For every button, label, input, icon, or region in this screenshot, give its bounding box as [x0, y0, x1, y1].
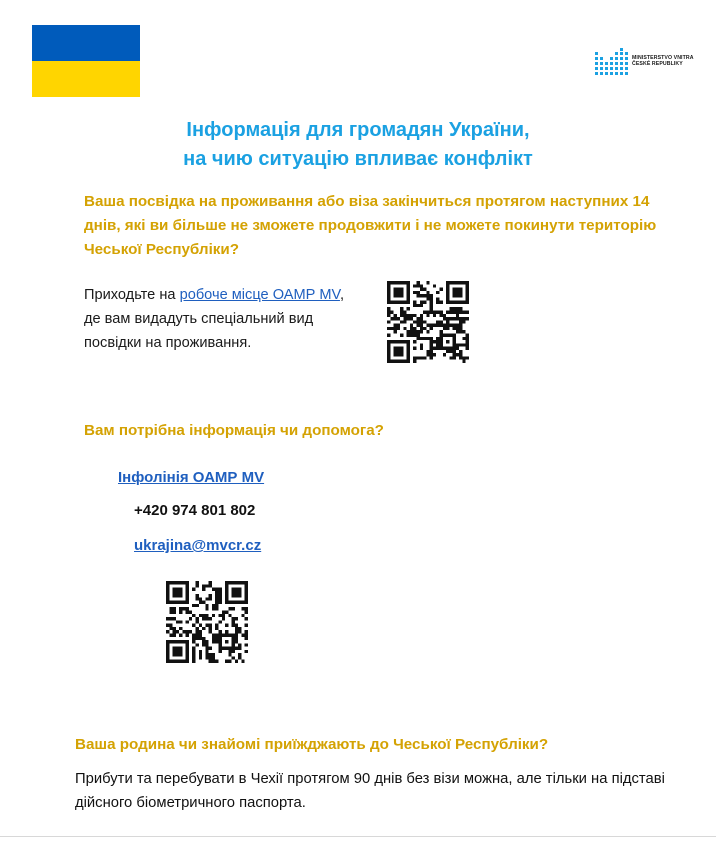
page-title-line1: Інформація для громадян України, [186, 119, 530, 141]
page-title [0, 116, 716, 174]
flag-yellow-stripe [32, 61, 140, 97]
ministry-logo-line1: MINISTERSTVO VNITRA [632, 55, 694, 61]
ministry-logo-text [632, 55, 694, 67]
ministry-logo-line2: ČESKÉ REPUBLIKY [632, 61, 683, 67]
ministry-logo-icon [594, 48, 630, 76]
section1-text-before: Приходьте на [84, 287, 180, 303]
section1-text-after: , де вам видадуть спеціальний вид посвідки на проживання. [84, 287, 345, 351]
oamp-workplace-link[interactable]: робоче місце ОАМР MV [179, 287, 340, 303]
qr-code-icon [166, 581, 248, 663]
section3-text: Прибути та перебувати в Чехії протягом 90 днів без візи можна, але тільки на підставі дійсного біометричного паспорта. [75, 771, 665, 811]
section1-question: Ваша посвідка на проживання або віза закінчиться протягом наступних 14 днів, які ви більше не зможете продовжити і не можете покинути територію Чеської Республіки? [84, 193, 657, 258]
section1-text [84, 284, 364, 355]
email-link[interactable]: ukrajina@mvcr.cz [134, 537, 262, 554]
section3-question: Ваша родина чи знайомі приїжджають до Чеської Республіки? [75, 736, 549, 753]
phone-number: +420 974 801 802 [134, 502, 256, 519]
infoline-link[interactable]: Інфолінія ОАМР MV [118, 469, 265, 486]
page-title-line2: на чию ситуацію впливає конфлікт [183, 148, 533, 170]
ukraine-flag [32, 25, 140, 97]
section2-question: Вам потрібна інформація чи допомога? [84, 422, 384, 439]
flag-blue-stripe [32, 25, 140, 61]
qr-code-icon [387, 281, 469, 363]
page-bottom-divider [0, 836, 716, 837]
ministry-logo [594, 48, 704, 76]
